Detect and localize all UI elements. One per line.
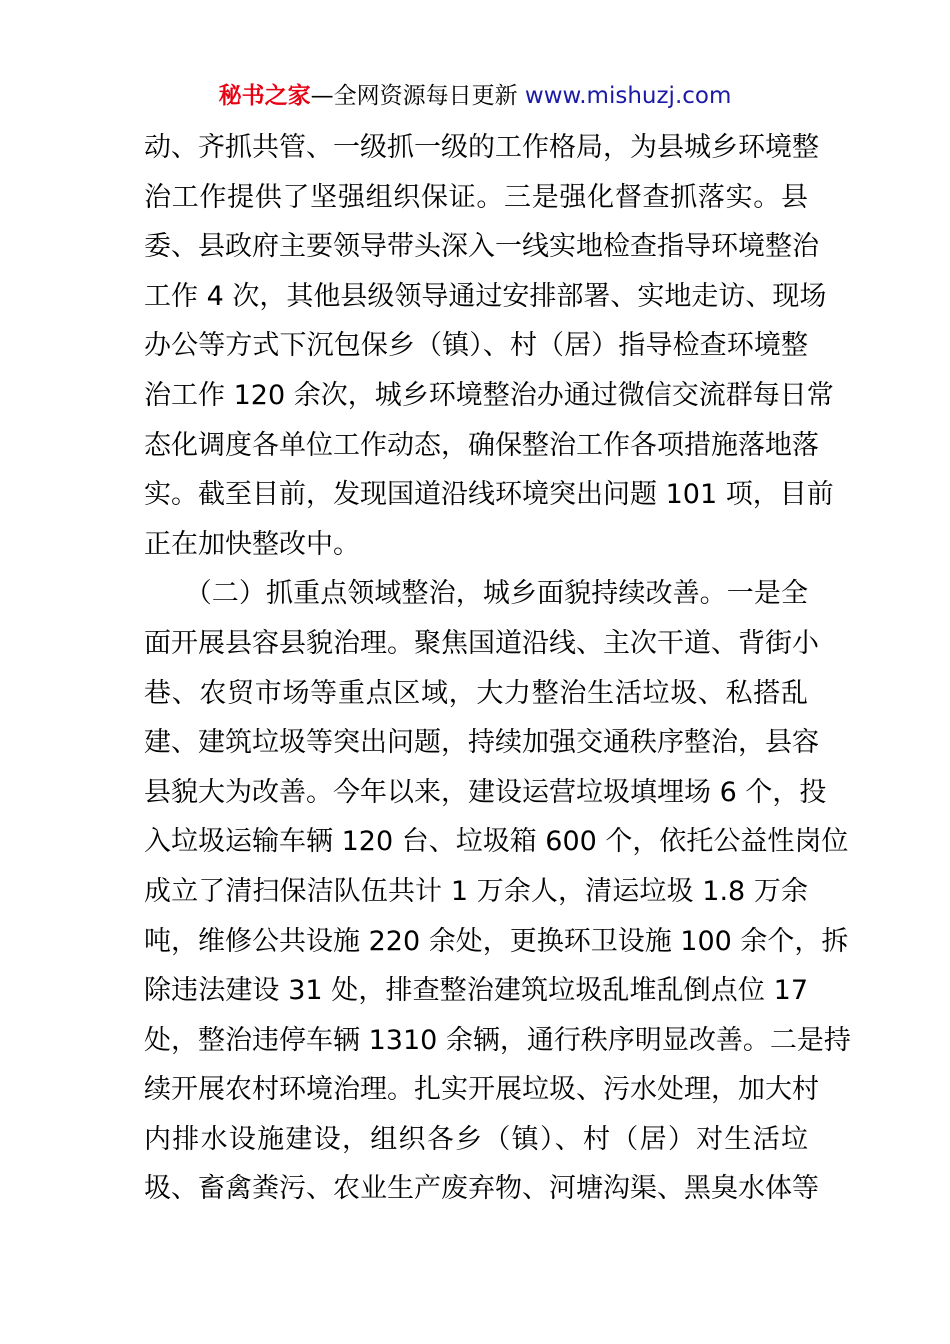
- paragraph-end-line: 正在加快整改中。: [144, 528, 360, 560]
- document-body: [144, 123, 851, 1214]
- text-line: 巷、农贸市场等重点区域，大力整治生活垃圾、私搭乱: [144, 677, 808, 709]
- text-line: 工作 4 次，其他县级领导通过安排部署、实地走访、现场: [144, 280, 827, 312]
- text-line: 续开展农村环境治理。扎实开展垃圾、污水处理，加大村: [144, 1074, 819, 1106]
- site-brand: 秘书之家: [218, 83, 311, 109]
- text-line: 圾、畜禽粪污、农业生产废弃物、河塘沟渠、黑臭水体等: [144, 1173, 819, 1205]
- text-line: 办公等方式下沉包保乡（镇）、村（居）指导检查环境整: [144, 330, 808, 362]
- site-url[interactable]: www.mishuzj.com: [524, 83, 732, 109]
- page-header: [0, 80, 950, 112]
- text-line: 动、齐抓共管、一级抓一级的工作格局，为县城乡环境整: [144, 132, 819, 163]
- text-line: 面开展县容县貌治理。聚焦国道沿线、主次干道、背街小: [144, 627, 819, 659]
- text-line: 委、县政府主要领导带头深入一线实地检查指导环境整治: [144, 231, 819, 263]
- text-line: 态化调度各单位工作动态，确保整治工作各项措施落地落: [144, 429, 819, 461]
- section-heading-line: （二）抓重点领域整治，城乡面貌持续改善。一是全: [144, 578, 808, 610]
- text-line: 成立了清扫保洁队伍共计 1 万余人，清运垃圾 1.8 万余: [144, 875, 808, 907]
- text-line: 除违法建设 31 处，排查整治建筑垃圾乱堆乱倒点位 17: [144, 975, 808, 1007]
- text-line: 吨，维修公共设施 220 余处，更换环卫设施 100 余个，拆: [144, 925, 849, 957]
- text-line: 处，整治违停车辆 1310 余辆，通行秩序明显改善。二是持: [144, 1024, 851, 1056]
- text-line: 入垃圾运输车辆 120 台、垃圾箱 600 个，依托公益性岗位: [144, 826, 849, 858]
- text-line: 实。截至目前，发现国道沿线环境突出问题 101 项，目前: [144, 479, 834, 511]
- text-line: 县貌大为改善。今年以来，建设运营垃圾填埋场 6 个，投: [144, 776, 827, 808]
- text-line: 内排水设施建设，组织各乡（镇）、村（居）对生活垃: [144, 1123, 808, 1155]
- text-line: 治工作提供了坚强组织保证。三是强化督查抓落实。县: [144, 181, 808, 213]
- text-line: 建、建筑垃圾等突出问题，持续加强交通秩序整治，县容: [144, 727, 819, 759]
- site-tagline: —全网资源每日更新: [310, 83, 525, 109]
- text-line: 治工作 120 余次，城乡环境整治办通过微信交流群每日常: [144, 379, 834, 411]
